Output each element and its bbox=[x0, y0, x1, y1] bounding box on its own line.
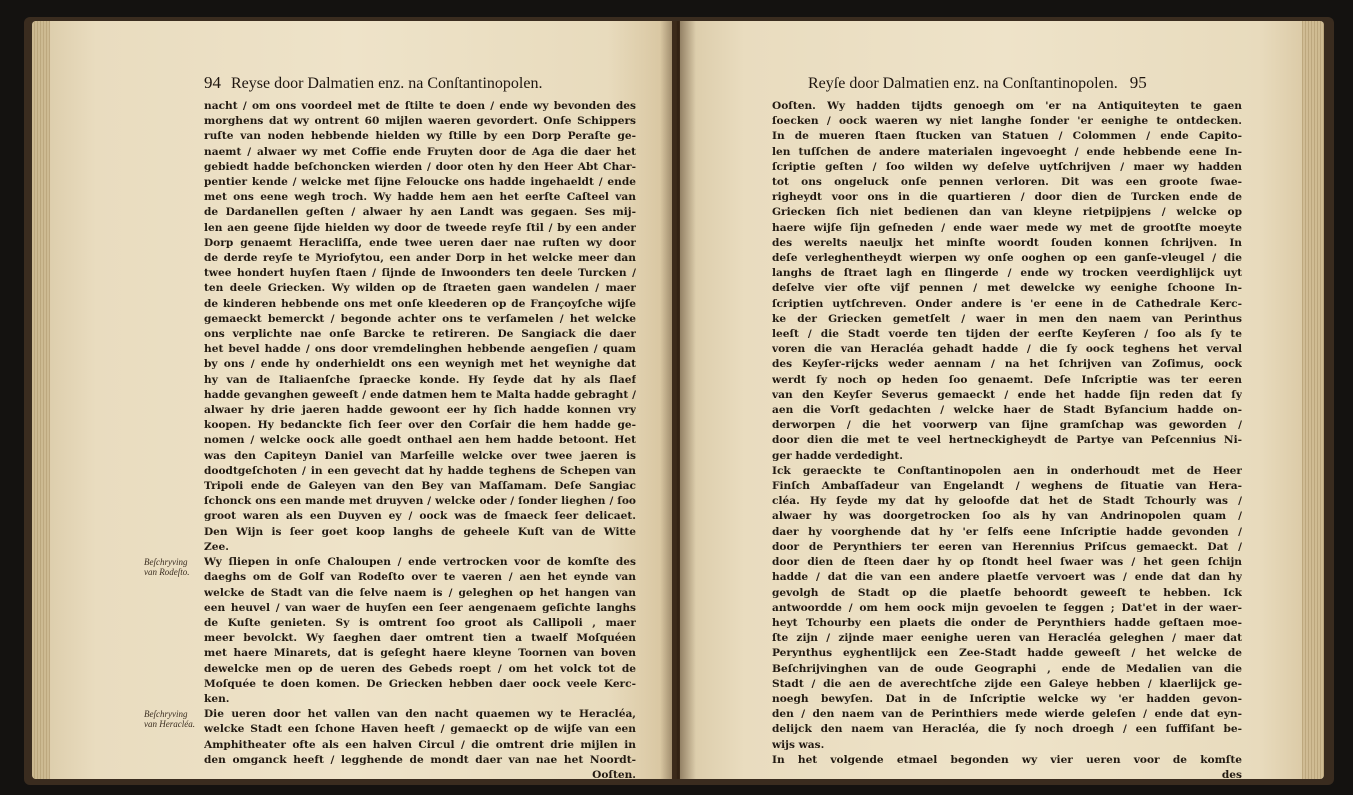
text-line: Ick geraeckte te Conſtantinopolen aen in onderhoudt met de Heer bbox=[772, 464, 1242, 477]
text-line: antwoordde / om hem oock mijn gevoelen te ſeggen ; Dat'et in der waer- bbox=[772, 601, 1242, 614]
text-line: In het volgende etmael begonden wy vier ueren voor de komſte bbox=[772, 753, 1242, 766]
text-line: naemt / alwaer wy met Coffie ende Fruyten door de Aga die daer het bbox=[204, 145, 636, 158]
text-line: met haere Minarets, dat is geſeght haere kleyne Toornen van boven bbox=[204, 647, 636, 660]
text-line: daeghs om de Golf van Rodeſto over te vaeren / aen het eynde van bbox=[204, 571, 636, 584]
text-line: ke der Griecken gemetſelt / waer in men den naem van Perinthus bbox=[772, 312, 1242, 325]
left-page-header bbox=[204, 73, 542, 93]
text-line: was den Capiteyn Daniel van Marſeille welcke over twee jaeren is bbox=[204, 449, 636, 462]
text-line: ſcriptie geſten / ſoo wilden wy deſelve uytſchrijven / maer wy hadden bbox=[772, 160, 1242, 173]
text-line: gevolgh de Stadt op die plaetſe behoordt geweeſt te hebben. Ick bbox=[772, 586, 1242, 599]
margin-note: Beſchryving van Rodeſto. bbox=[144, 557, 190, 577]
left-page-body bbox=[204, 99, 636, 779]
text-line: derworpen / die het voorwerp van ſijne gramſchap was geworden / bbox=[772, 419, 1242, 432]
right-page-body bbox=[772, 99, 1242, 779]
text-line: de kinderen hebbende ons met onſe kleederen op de Françoyſche wijſe bbox=[204, 297, 636, 310]
text-line: ruſte van noden hebbende hielden wy ſtille by een Dorp Peraſte ge- bbox=[204, 130, 636, 143]
text-line: hadde / dat die van een andere plaetſe vervoert was / ende dat dan hy bbox=[772, 571, 1242, 584]
text-line: doodtgeſchoten / in een gevecht dat hy hadde teghens de Schepen van bbox=[204, 464, 636, 477]
text-line: de derde reyſe te Myriofytou, een ander Dorp in het welcke meer dan bbox=[204, 252, 636, 265]
text-line: noegh bewyſen. Dat in de Inſcriptie welcke wy 'er hadden gevon- bbox=[772, 692, 1242, 705]
text-line: len aen geene ſijde hielden wy door de tweede reyſe ſtil / by een ander bbox=[204, 221, 636, 234]
text-line: welcke de Stadt van die ſelve naem is / geleghen op het hangen van bbox=[204, 586, 636, 599]
margin-note: Beſchryving van Heracléa. bbox=[144, 709, 195, 729]
open-book bbox=[24, 17, 1334, 785]
text-line: nomen / welcke oock alle goedt onthael aen hem hadde betoont. Het bbox=[204, 434, 636, 447]
text-line: Perynthus eyghentlijck een Zee-Stadt hadde geweeſt / het welcke de bbox=[772, 647, 1242, 660]
text-line: voren die van Heracléa gehadt hadde / die ſy oock teghens het verval bbox=[772, 343, 1242, 356]
text-line: Tripoli ende de Galeyen van den Bey van Maſſamam. Deſe Sangiac bbox=[204, 480, 636, 493]
left-page-number: 94 bbox=[204, 73, 221, 92]
text-line: welcke Stadt een ſchone Haven heeft / gemaeckt op de wijſe van een bbox=[204, 723, 636, 736]
text-line: morghens dat wy ontrent 60 mijlen waeren gevordert. Onſe Schippers bbox=[204, 115, 636, 128]
text-line: door dien die met te veel hertneckigheydt de Partye van Peſcennius Ni- bbox=[772, 434, 1242, 447]
text-line: ken. bbox=[204, 692, 230, 705]
text-line: deſelve vier ofte vijf pennen / met dewelcke wy eenighe ſchoone In- bbox=[772, 282, 1242, 295]
text-line: langhs de ſtraet lagh en ſlingerde / ende wy trocken veerdighlijck uyt bbox=[772, 267, 1242, 280]
text-line: van den Keyſer Severus gemaeckt / ende het hadde ſijn reden dat ſy bbox=[772, 388, 1242, 401]
text-line: by ons / ende hy onderhieldt ons een weynigh met het weynighe dat bbox=[204, 358, 636, 371]
text-line: dewelcke men op de ueren des Gebeds roept / om het volck tot de bbox=[204, 662, 636, 675]
text-line: delijck den naem van Heracléa, die ſy noch droegh / een ſuffiſant be- bbox=[772, 723, 1242, 736]
text-line: Die ueren door het vallen van den nacht quaemen wy te Heracléa, bbox=[204, 708, 636, 721]
text-line: hy van de Italiaenſche ſpraecke konde. Hy ſeyde dat hy als ſlaef bbox=[204, 373, 636, 386]
text-line: wijs was. bbox=[772, 738, 825, 751]
text-line: ſchonck ons een mande met druyven / welcke oder / ſonder lieghen / ſoo bbox=[204, 495, 636, 508]
text-line: gemaeckt bemerckt / begonde achter ons te verſamelen / het welcke bbox=[204, 312, 636, 325]
text-line: Griecken ſich niet bedienen dan van kleyne rietpijpjens / welcke op bbox=[772, 206, 1242, 219]
text-line: ger hadde verdedight. bbox=[772, 449, 903, 462]
left-page bbox=[32, 21, 672, 779]
text-line: Finſch Ambaſſadeur van Engelandt / weghens de ſituatie van Hera- bbox=[772, 480, 1242, 493]
text-line: haere wijſe ſijn geſneden / ende waer mede wy met de grootſte moeyte bbox=[772, 221, 1242, 234]
text-line: Ooſten. Wy hadden tijdts genoegh om 'er na Antiquiteyten te gaen bbox=[772, 100, 1242, 112]
text-line: met ons eene wegh troch. Wy hadde hem aen het eerſte Caſteel van bbox=[204, 191, 636, 204]
text-line: nacht / om ons voordeel met de ſtilte te doen / ende wy bevonden des bbox=[204, 100, 636, 112]
text-line: ſcriptien uytſchreven. Onder andere is 'er eene in de Cathedrale Kerc- bbox=[772, 297, 1242, 310]
text-line: Wy ſliepen in onſe Chaloupen / ende vertrocken voor de komſte des bbox=[204, 556, 636, 569]
left-running-title: Reyse door Dalmatien enz. na Conſtantinopolen. bbox=[231, 75, 543, 92]
text-line: ten deele Griecken. Wy wilden op de ſtraeten gaen wandelen / maer bbox=[204, 282, 636, 295]
text-line: gebiedt hadde beſchoncken wierden / door oten hy den Heer Abt Char- bbox=[204, 160, 636, 173]
text-line: het bevel hadde / ons door vremdelinghen hebbende aengeſien / quam bbox=[204, 343, 636, 356]
text-line: alwaer hy was doorgetrocken ſoo als hy van Andrinopolen quam / bbox=[772, 510, 1242, 523]
text-line: Zee. bbox=[204, 540, 229, 553]
text-line: door dien de ſteen daer hy op ſtondt heel ſwaer was / het geen ſchijn bbox=[772, 556, 1242, 569]
text-line: alwaer hy drie jaeren hadde gewoont eer hy ſich hadde konnen vry bbox=[204, 404, 636, 417]
text-line: Beſchrijvinghen van de oude Geographi , ende de Medalien van die bbox=[772, 662, 1242, 675]
text-line: daer hy voorghende dat hy 'er ſelfs eene Inſcriptie hadde gevonden / bbox=[772, 525, 1242, 538]
text-line: heyt Tchourby een plaets die onder de Perynthiers hadde geſtaen moe- bbox=[772, 616, 1242, 629]
text-line: len tuſſchen de andere materialen ingevoeght / ende hebbende eene In- bbox=[772, 145, 1242, 158]
text-line: righeydt voor ons in die quartieren / door dien de Turcken ende de bbox=[772, 191, 1242, 204]
right-page-number: 95 bbox=[1129, 73, 1147, 92]
text-line: meer bevolckt. Wy ſaeghen daer omtrent tien a twaelf Moſquéen bbox=[204, 632, 636, 645]
text-line: Amphitheater ofte als een halven Circul / die omtrent drie mijlen in bbox=[204, 738, 636, 751]
text-line: Moſquée te doen komen. De Griecken hebben daer oock veele Kerc- bbox=[204, 677, 636, 690]
text-line: de Kuſte genieten. Sy is omtrent ſoo groot als Callipoli , maer bbox=[204, 616, 636, 629]
text-line: groot waren als een Duyven ey / oock was de ſmaeck ſeer delicaet. bbox=[204, 510, 636, 523]
right-running-title: Reyſe door Dalmatien enz. na Conſtantinopolen. bbox=[808, 75, 1118, 92]
text-line: koopen. Hy bedanckte ſich ſeer over den Corſair die hem hadde ge- bbox=[204, 419, 636, 432]
text-line: pentier kende / welcke met ſijne Feloucke ons hadde ingehaeldt / ende bbox=[204, 176, 636, 189]
text-line: een heuvel / van waer de huyſen een ſeer aengenaem geſichte langhs bbox=[204, 601, 636, 614]
text-line: des Keyſer-rijcks weder aennam / na het ſchrijven van Zoſimus, oock bbox=[772, 358, 1242, 371]
text-line: twee hondert huyſen ſtaen / ſijnde de Inwoonders ten deele Turcken / bbox=[204, 267, 636, 280]
text-line: Den Wijn is ſeer goet koop langhs de geheele Kuſt van de Witte bbox=[204, 525, 636, 538]
text-line: de Dardanellen geſten / alwaer hy aen Landt was gegaen. Ses mij- bbox=[204, 206, 636, 219]
text-line: deſe verleghentheydt wierpen wy onſe ooghen op een ganſe-vleugel / die bbox=[772, 252, 1242, 265]
text-line: aen die Vorſt gedachten / welcke haer de Stadt Byſancium hadde on- bbox=[772, 404, 1242, 417]
text-line: hadde gevanghen geweeſt / ende datmen hem te Malta hadde gebraght / bbox=[204, 388, 636, 401]
right-page bbox=[680, 21, 1324, 779]
text-line: den omganck heeft / legghende de mondt daer van nae het Noordt- bbox=[204, 753, 636, 766]
text-line: leeſt / die Stadt voerde ten tijden der eerſte Keyſeren / ſoo als ſy te bbox=[772, 328, 1242, 341]
text-line: ſoecken / oock waeren wy niet langhe ſonder 'er eenighe te ontdecken. bbox=[772, 115, 1242, 128]
text-line: des werelts naeuljx het minſte woordt ſouden konnen ſchrijven. In bbox=[772, 236, 1242, 249]
text-line: cléa. Hy ſeyde my dat hy geloofde dat het de Stadt Tchourly was / bbox=[772, 495, 1242, 508]
text-line: door de Perynthiers ter eeren van Herennius Priſcus gemaeckt. Dat / bbox=[772, 540, 1242, 553]
text-line: ons verplichte nae onſe Barcke te retireren. De Sangiack die daer bbox=[204, 328, 636, 341]
right-page-header bbox=[808, 73, 1147, 93]
page-edges-left bbox=[32, 21, 50, 779]
text-line: tot ons ongeluck onſe pennen verloren. Dit was een groote ſwae- bbox=[772, 176, 1242, 189]
text-line: Stadt / die aen de averechtſche zijde een Galeye hebben / klaerlijck ge- bbox=[772, 677, 1242, 690]
text-line: werdt ſy noch op heden ſoo genaemt. Deſe Inſcriptie was ter eeren bbox=[772, 373, 1242, 386]
text-line: Dorp genaemt Heracliſſa, ende twee ueren daer nae ruſten wy door bbox=[204, 236, 636, 249]
text-line: Ooſten. bbox=[592, 768, 636, 779]
text-line: ſte zijn / zijnde maer eenighe ueren van Heracléa geleghen / maer dat bbox=[772, 632, 1242, 645]
page-edges-right bbox=[1302, 21, 1324, 779]
text-line: des bbox=[1221, 768, 1242, 779]
text-line: den / den naem van de Perinthiers mede wierde geleſen / ende dat eyn- bbox=[772, 708, 1242, 721]
text-line: In de mueren ſtaen ſtucken van Statuen / Colommen / ende Capito- bbox=[772, 130, 1242, 143]
